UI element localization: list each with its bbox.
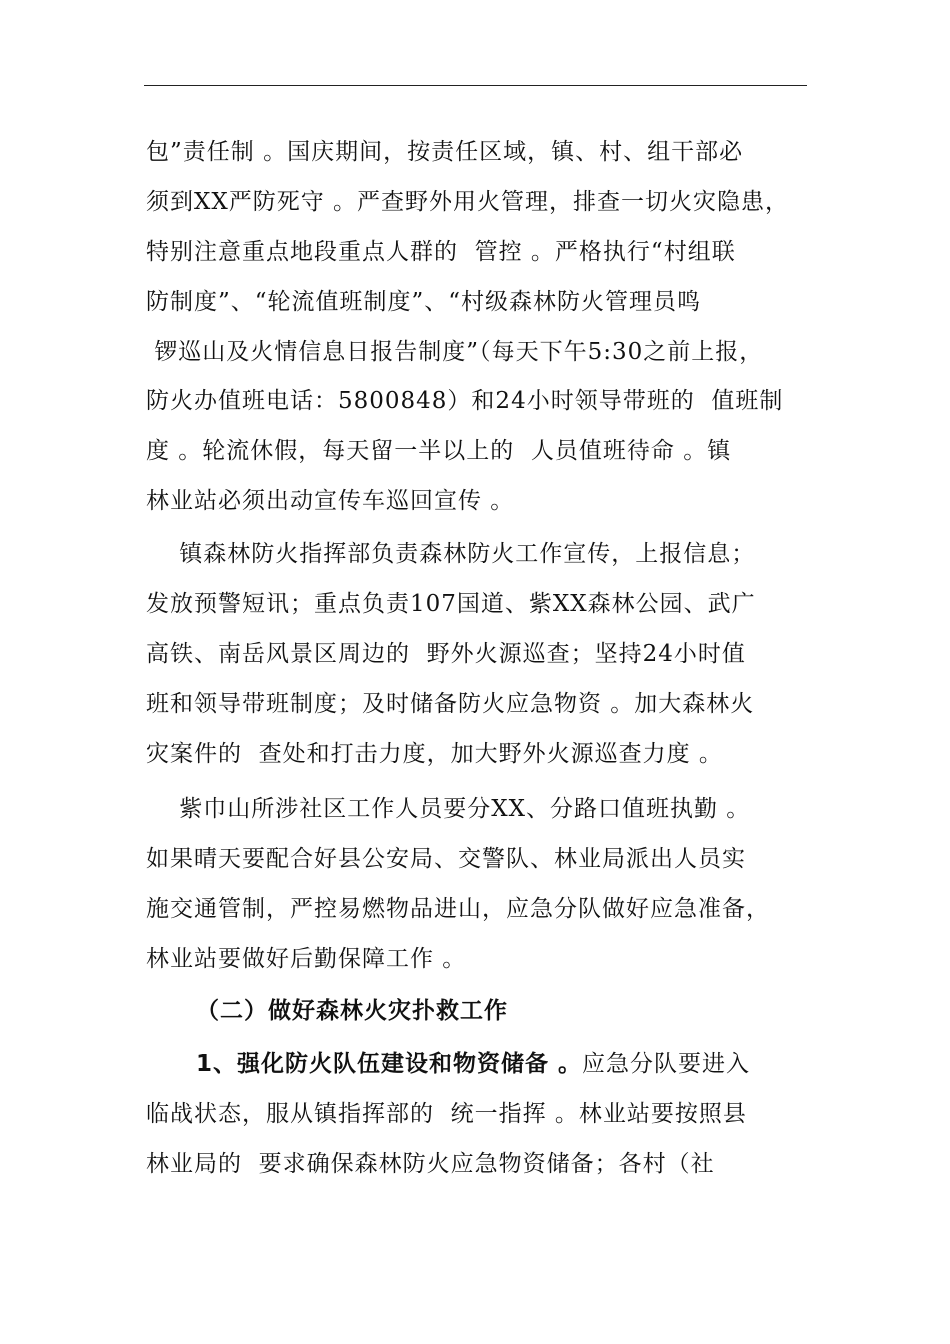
text-line: 紫巾山所涉社区工作人员要分XX、分路口值班执勤 。	[146, 796, 751, 822]
text-line: 特别注意重点地段重点人群的 管控 。严格执行“村组联	[146, 239, 736, 265]
paragraph-lead-bold: 1、强化防火队伍建设和物资储备 。	[196, 1051, 583, 1077]
text-line: 发放预警短讯；重点负责107国道、紫XX森林公园、武广	[146, 591, 756, 617]
text-line: 防制度”、“轮流值班制度”、“村级森林防火管理员鸣	[146, 289, 702, 315]
text-line: 林业站必须出动宣传车巡回宣传 。	[146, 488, 515, 514]
text-line: 林业局的 要求确保森林防火应急物资储备；各村（社	[146, 1151, 715, 1177]
text-line: 须到XX严防死守 。严查野外用火管理，排查一切火灾隐患，	[146, 189, 790, 215]
text-line: 包”责任制 。国庆期间，按责任区域，镇、村、组干部必	[146, 139, 744, 165]
text-line: 如果晴天要配合好县公安局、交警队、林业局派出人员实	[146, 846, 746, 872]
text-line: 班和领导带班制度；及时储备防火应急物资 。加大森林火	[146, 691, 755, 717]
text-line: 锣巡山及火情信息日报告制度”（每天下午5:30之前上报，	[146, 339, 764, 365]
text-line: 度 。轮流休假，每天留一半以上的 人员值班待命 。镇	[146, 438, 732, 464]
text-line	[196, 1049, 750, 1079]
text-line: 灾案件的 查处和打击力度，加大野外火源巡查力度 。	[146, 741, 723, 767]
text-line: 临战状态，服从镇指挥部的 统一指挥 。林业站要按照县	[146, 1101, 747, 1127]
paragraph-lead-rest: 应急分队要进入	[582, 1051, 751, 1077]
text-line: 高铁、南岳风景区周边的 野外火源巡查；坚持24小时值	[146, 641, 746, 667]
text-line: 镇森林防火指挥部负责森林防火工作宣传，上报信息；	[146, 541, 756, 567]
text-line: 林业站要做好后勤保障工作 。	[146, 946, 467, 972]
text-line: 防火办值班电话：5800848）和24小时领导带班的 值班制	[146, 388, 784, 414]
text-line: 施交通管制，严控易燃物品进山，应急分队做好应急准备，	[146, 896, 770, 922]
header-rule	[144, 85, 807, 86]
section-heading: （二）做好森林火灾扑救工作	[196, 998, 508, 1024]
